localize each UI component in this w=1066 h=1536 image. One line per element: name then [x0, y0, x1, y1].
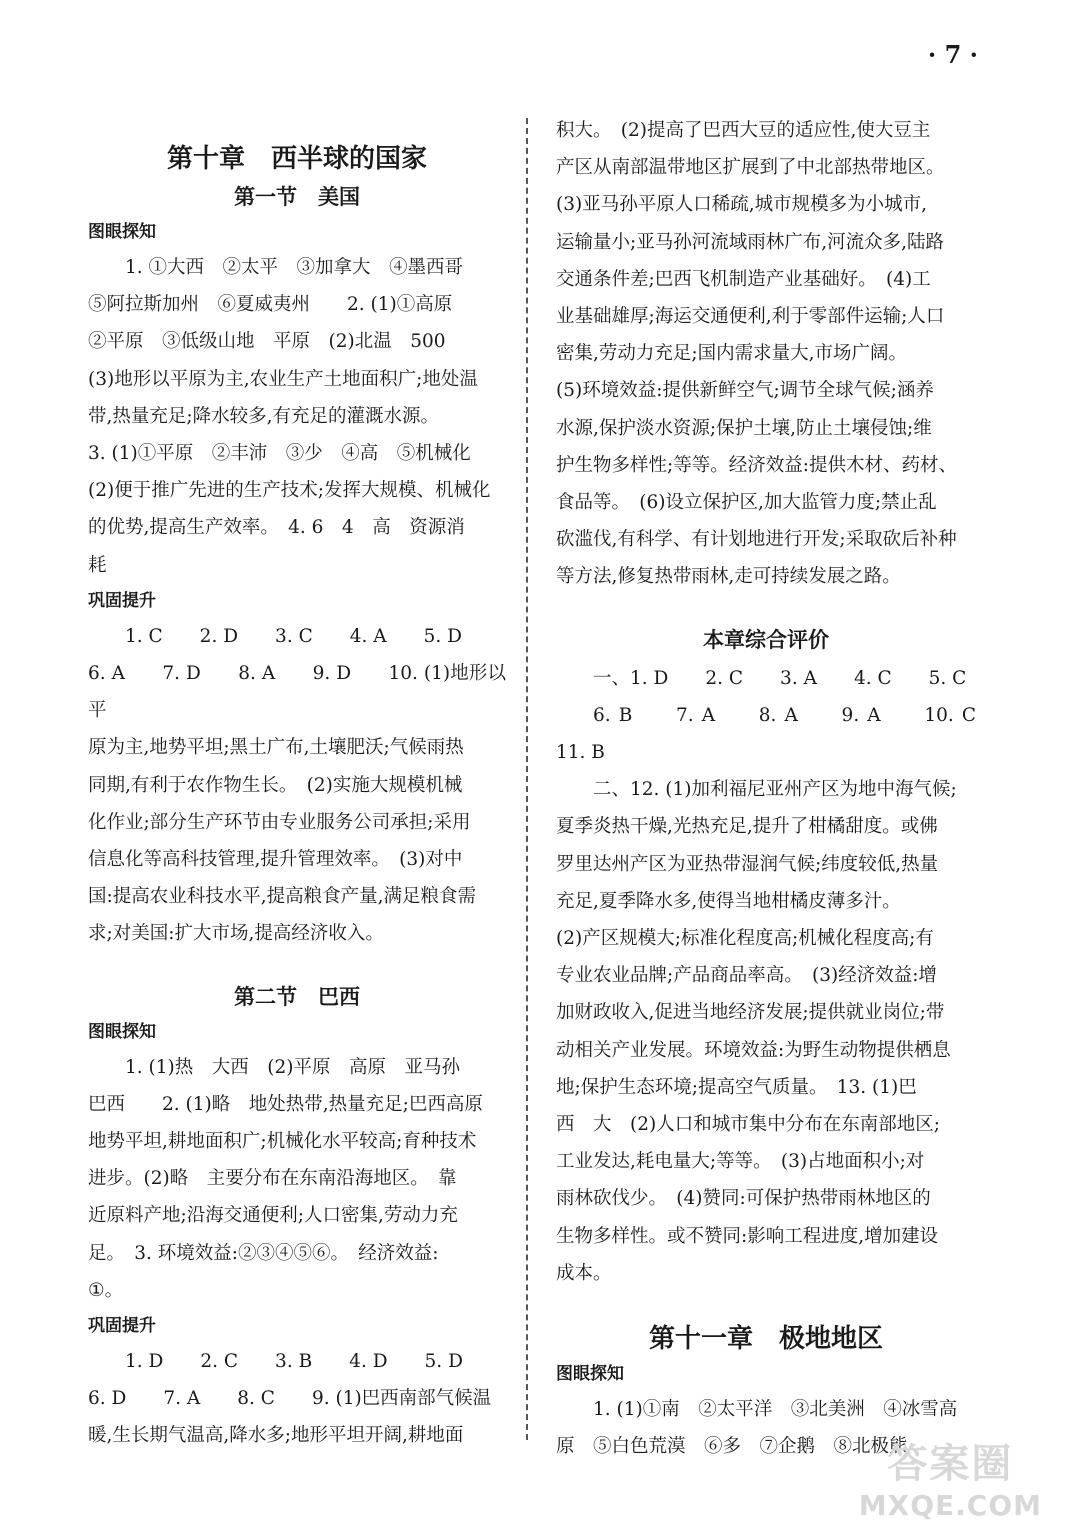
answer-line: 化作业;部分生产环节由专业服务公司承担;采用 — [88, 811, 471, 833]
chapter-title: 第十章 西半球的国家 — [166, 144, 427, 174]
answer-line: 带,热量充足;降水较多,有充足的灌溉水源。 — [88, 405, 439, 427]
answer-line: 罗里达州产区为亚热带湿润气候;纬度较低,热量 — [556, 853, 939, 875]
answer-line: 1. D 2. C 3. B 4. D 5. D — [125, 1351, 463, 1373]
answer-line: 充足,夏季降水多,使得当地柑橘皮薄多汁。 — [556, 890, 901, 912]
answer-line: 运输量小;亚马孙河流域雨林广布,河流众多,陆路 — [556, 231, 944, 253]
answer-line: 积大。 (2)提高了巴西大豆的适应性,使大豆主 — [556, 120, 931, 141]
answer-line: (5)环境效益:提供新鲜空气;调节全球气候;涵养 — [556, 380, 934, 402]
page-number: · 7 · — [927, 40, 978, 69]
answer-line: 密集,劳动力充足;国内需求量大,市场广阔。 — [556, 343, 907, 365]
answer-line: 1. C 2. D 3. C 4. A 5. D — [125, 625, 462, 647]
chapter-11-title: 第十一章 极地地区 — [648, 1324, 883, 1355]
answer-line: 西 大 (2)人口和城市集中分布在东南部地区; — [556, 1114, 940, 1136]
answer-line: (2)便于推广先进的生产技术;发挥大规模、机械化 — [88, 480, 491, 502]
answer-line: 地;保护生态环境;提高空气质量。 13. (1)巴 — [556, 1076, 917, 1098]
subheading-tuyan: 图眼探知 — [88, 222, 156, 242]
answer-line: (3)亚马孙平原人口稀疏,城市规模多为小城市, — [556, 194, 927, 216]
answer-line: 业基础雄厚;海运交通便利,利于零部件运输;人口 — [556, 306, 945, 328]
answer-line: 护生物多样性;等等。经济效益:提供木材、药材、 — [556, 454, 957, 476]
column-divider — [526, 118, 528, 1440]
watermark — [859, 1432, 1042, 1522]
answer-line: ①。 — [88, 1279, 124, 1301]
answer-line: 信息化等高科技管理,提升管理效率。 (3)对中 — [88, 849, 463, 871]
answer-line: 6. B 7. A 8. A 9. A 10. C 11. B — [556, 704, 1014, 764]
answer-line: 近原料产地;沿海交通便利;人口密集,劳动力充 — [88, 1205, 458, 1227]
answer-line: 地势平坦,耕地面积广;机械化水平较高;育种技术 — [88, 1131, 477, 1153]
answer-line: 3. (1)①平原 ②丰沛 ③少 ④高 ⑤机械化 — [88, 443, 471, 465]
answer-line: 足。 3. 环境效益:②③④⑤⑥。 经济效益: — [88, 1242, 439, 1264]
answer-line: 动相关产业发展。环境效益:为野生动物提供栖息 — [556, 1039, 951, 1061]
answer-line: (3)地形以平原为主,农业生产土地面积广;地处温 — [88, 368, 478, 390]
section-title-usa: 第一节 美国 — [234, 185, 360, 209]
answer-line: 加财政收入,促进当地经济发展;提供就业岗位;带 — [556, 1002, 945, 1024]
answer-line: 巴西 2. (1)略 地处热带,热量充足;巴西高原 — [88, 1093, 483, 1115]
answer-line: 1. (1)热 大西 (2)平原 高原 亚马孙 — [125, 1056, 460, 1078]
answer-line: 二、12. (1)加利福尼亚州产区为地中海气候; — [593, 779, 957, 801]
answer-line: 工业发达,耗电量大;等等。 (3)占地面积小;对 — [556, 1151, 925, 1173]
answer-line: 砍滥伐,有科学、有计划地进行开发;采取砍后补种 — [556, 529, 957, 551]
left-column — [88, 112, 506, 1455]
answer-line: 同期,有利于农作物生长。 (2)实施大规模机械 — [88, 774, 463, 796]
subheading-gonggu: 巩固提升 — [88, 1316, 156, 1337]
answer-line: 求;对美国:扩大市场,提高经济收入。 — [88, 923, 384, 945]
answer-line: 原 ⑤白色荒漠 ⑥多 ⑦企鹅 ⑧北极熊 — [556, 1436, 908, 1458]
answer-line: 食品等。 (6)设立保护区,加大监管力度;禁止乱 — [556, 492, 937, 514]
answer-line: 进步。(2)略 主要分布在东南沿海地区。 靠 — [88, 1168, 457, 1190]
subheading-gonggu: 巩固提升 — [88, 590, 156, 611]
answer-line: 原为主,地势平坦;黑土广布,土壤肥沃;气候雨热 — [88, 737, 464, 759]
watermark-cn: 答案圈 — [887, 1441, 1014, 1487]
answer-line: ⑤阿拉斯加州 ⑥夏威夷州 2. (1)①高原 — [88, 294, 453, 316]
answer-line: 国:提高农业科技水平,提高粮食产量,满足粮食需 — [88, 886, 476, 908]
answer-line: 6. A 7. D 8. A 9. D 10. (1)地形以平 — [88, 663, 506, 722]
answer-line: 生物多样性。或不赞同:影响工程进度,增加建设 — [556, 1225, 939, 1247]
answer-line: 1. (1)①南 ②太平洋 ③北美洲 ④冰雪高 — [593, 1399, 958, 1421]
answer-line: 6. D 7. A 8. C 9. (1)巴西南部气候温 — [88, 1388, 492, 1410]
subheading-tuyan: 图眼探知 — [556, 1364, 624, 1385]
answer-line: 专业农业品牌;产品商品率高。 (3)经济效益:增 — [556, 965, 937, 987]
section-title-brazil: 第二节 巴西 — [234, 984, 360, 1009]
answer-line: 耗 — [88, 554, 107, 576]
subheading-tuyan: 图眼探知 — [88, 1021, 156, 1042]
answer-line: ②平原 ③低级山地 平原 (2)北温 500 — [88, 331, 446, 353]
answer-line: 夏季炎热干燥,光热充足,提升了柑橘甜度。或佛 — [556, 816, 938, 838]
answer-line: 交通条件差;巴西飞机制造产业基础好。 (4)工 — [556, 268, 931, 290]
answer-line: 一、1. D 2. C 3. A 4. C 5. C — [593, 667, 967, 689]
answer-line: 成本。 — [556, 1262, 612, 1284]
answer-line: 产区从南部温带地区扩展到了中北部热带地区。 — [556, 157, 945, 179]
answer-line: 1. ①大西 ②太平 ③加拿大 ④墨西哥 — [125, 257, 464, 278]
watermark-en: MXQE.COM — [858, 1489, 1042, 1522]
answer-line: 水源,保护淡水资源;保护土壤,防止土壤侵蚀;维 — [556, 417, 932, 439]
answer-line: 的优势,提高生产效率。 4. 6 4 高 资源消 — [88, 517, 465, 539]
answer-line: 雨林砍伐少。 (4)赞同:可保护热带雨林地区的 — [556, 1188, 931, 1210]
answer-line: (2)产区规模大;标准化程度高;机械化程度高;有 — [556, 928, 934, 950]
answer-line: 暖,生长期气温高,降水多;地形平坦开阔,耕地面 — [88, 1425, 464, 1447]
section-title-evaluation: 本章综合评价 — [703, 627, 829, 652]
answer-line: 等方法,修复热带雨林,走可持续发展之路。 — [556, 566, 901, 588]
